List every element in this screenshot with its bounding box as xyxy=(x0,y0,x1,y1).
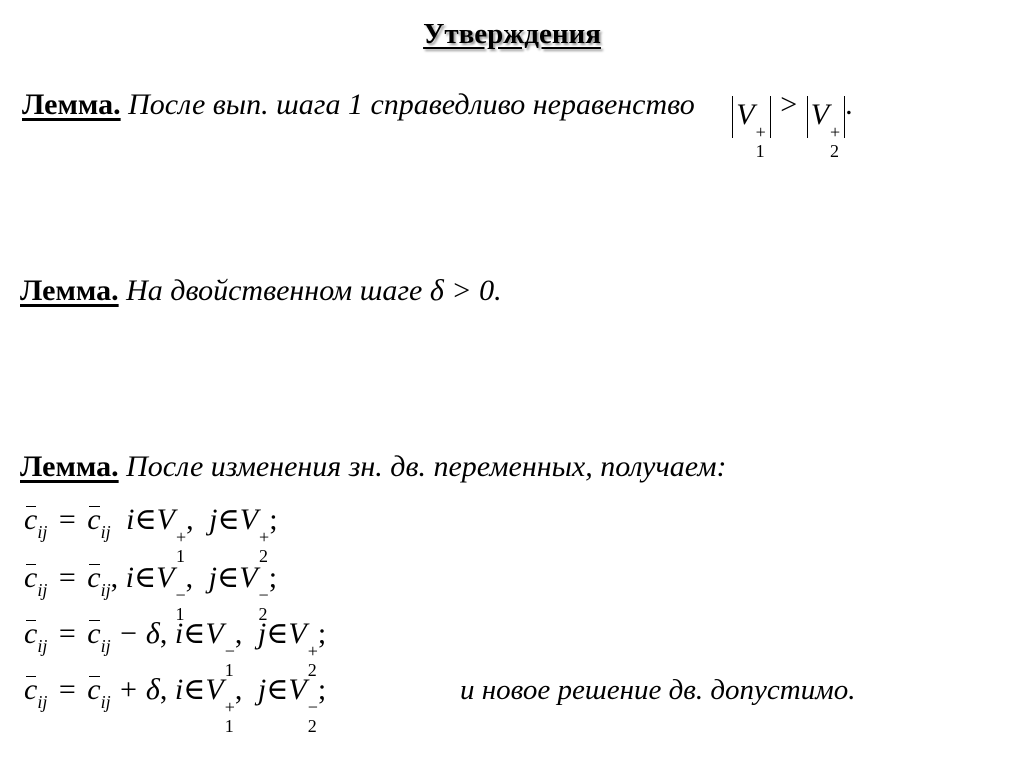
element-of-sign: ∈ xyxy=(134,503,157,536)
conclusion-note: и новое решение дв. допустимо. xyxy=(460,674,856,706)
set-v-j: V xyxy=(288,617,307,650)
set-v-i: V xyxy=(156,561,175,594)
comma: , xyxy=(234,617,243,650)
lemma-3 xyxy=(20,450,727,484)
c-sub: ij xyxy=(37,692,48,712)
lemma-3-label: Лемма. xyxy=(20,450,119,483)
lemma-1-text: После вып. шага 1 справедливо неравенство xyxy=(128,88,695,121)
formula-sep: , xyxy=(110,561,119,594)
set-v-j-scripts xyxy=(308,698,318,736)
v1-symbol: V xyxy=(736,98,755,131)
set-v-i-sup: + xyxy=(224,697,235,717)
set-v-i-sub: 1 xyxy=(224,660,234,680)
index-j: j xyxy=(257,617,267,650)
element-of-sign: ∈ xyxy=(266,673,289,706)
lemma-1-label: Лемма. xyxy=(22,88,121,121)
set-v-j-sub: 2 xyxy=(258,604,268,624)
set-v-j-sup: + xyxy=(307,641,318,661)
c-bar-rhs: c xyxy=(87,561,101,594)
lemma-1-end: . xyxy=(845,88,853,121)
c-bar: c xyxy=(24,561,38,594)
formula-1 xyxy=(24,502,278,566)
set-v-j-sub: 2 xyxy=(307,716,317,736)
c-sub-rhs: ij xyxy=(100,692,111,712)
v2-sup: + xyxy=(830,122,841,142)
set-v-j: V xyxy=(239,561,258,594)
c-bar: c xyxy=(24,673,38,706)
equals-sign: = xyxy=(58,673,76,706)
element-of-sign: ∈ xyxy=(217,561,240,594)
comma: , xyxy=(234,673,243,706)
v1-sub: 1 xyxy=(755,141,765,161)
c-sub: ij xyxy=(37,580,48,600)
set-v-j-sub: 2 xyxy=(307,660,317,680)
formula-4 xyxy=(24,672,326,736)
set-v-i-sup: + xyxy=(176,527,187,547)
index-i: i xyxy=(125,561,134,594)
set-v-i-sub: 1 xyxy=(175,604,185,624)
formula-extra: − δ xyxy=(118,617,160,650)
element-of-sign: ∈ xyxy=(133,561,157,594)
lemma-2-label: Лемма. xyxy=(20,274,119,307)
index-j: j xyxy=(257,673,267,706)
element-of-sign: ∈ xyxy=(183,673,206,706)
c-sub: ij xyxy=(37,636,48,656)
index-j: j xyxy=(208,561,217,594)
c-sub-rhs: ij xyxy=(100,636,111,656)
lemma-2-relation: > 0. xyxy=(451,274,502,307)
equals-sign: = xyxy=(58,561,76,594)
semicolon: ; xyxy=(269,503,278,536)
lemma-1 xyxy=(22,88,853,161)
equals-sign: = xyxy=(58,617,76,650)
c-bar-rhs: c xyxy=(87,617,101,650)
comma: , xyxy=(186,503,194,536)
element-of-sign: ∈ xyxy=(266,617,289,650)
set-v-i-sub: 1 xyxy=(176,546,185,566)
set-v-i-sup: − xyxy=(224,641,235,661)
set-v-i-sub: 1 xyxy=(224,716,234,736)
set-v-j-sup: − xyxy=(307,697,318,717)
set-v-j: V xyxy=(288,673,307,706)
formula-2 xyxy=(24,560,277,624)
index-j: j xyxy=(209,503,218,536)
set-v-i: V xyxy=(156,503,175,536)
greater-sign: > xyxy=(780,88,798,121)
c-bar-rhs: c xyxy=(87,673,101,706)
index-i: i xyxy=(174,673,184,706)
semicolon: ; xyxy=(317,673,327,706)
c-sub-rhs: ij xyxy=(100,522,111,542)
set-v-i-sup: − xyxy=(175,585,186,605)
c-bar-rhs: c xyxy=(87,503,101,536)
set-v-j: V xyxy=(239,503,259,536)
semicolon: ; xyxy=(317,617,327,650)
lemma-2 xyxy=(20,274,502,308)
set-v-i: V xyxy=(205,617,224,650)
semicolon: ; xyxy=(268,561,278,594)
abs-v1 xyxy=(732,96,770,161)
set-v-j-sup: + xyxy=(259,527,270,547)
set-v-i: V xyxy=(205,673,224,706)
formula-extra: + δ xyxy=(118,673,160,706)
formula-sep: , xyxy=(159,673,168,706)
comma: , xyxy=(185,561,194,594)
v2-scripts xyxy=(830,123,840,161)
v1-sup: + xyxy=(755,122,766,142)
c-sub-rhs: ij xyxy=(100,580,111,600)
formula-3 xyxy=(24,616,326,680)
set-v-i-scripts xyxy=(225,698,235,736)
delta-symbol: δ xyxy=(429,274,444,307)
element-of-sign: ∈ xyxy=(183,617,206,650)
lemma-3-text: После изменения зн. дв. переменных, получаем: xyxy=(126,450,727,483)
v2-sub: 2 xyxy=(830,141,840,161)
element-of-sign: ∈ xyxy=(217,503,240,536)
abs-v2 xyxy=(807,96,845,161)
lemma-1-inequality xyxy=(732,88,853,161)
c-bar: c xyxy=(24,617,38,650)
set-v-j-sup: − xyxy=(258,585,269,605)
v1-scripts xyxy=(756,123,766,161)
set-v-j-sub: 2 xyxy=(259,546,269,566)
slide-title: Утверждения xyxy=(423,18,601,50)
index-i: i xyxy=(174,617,184,650)
c-sub: ij xyxy=(37,522,48,542)
index-i: i xyxy=(126,503,135,536)
formula-sep: , xyxy=(159,617,168,650)
equals-sign: = xyxy=(58,503,76,536)
v2-symbol: V xyxy=(810,98,830,131)
lemma-2-text: На двойственном шаге xyxy=(126,274,423,307)
c-bar: c xyxy=(24,503,38,536)
